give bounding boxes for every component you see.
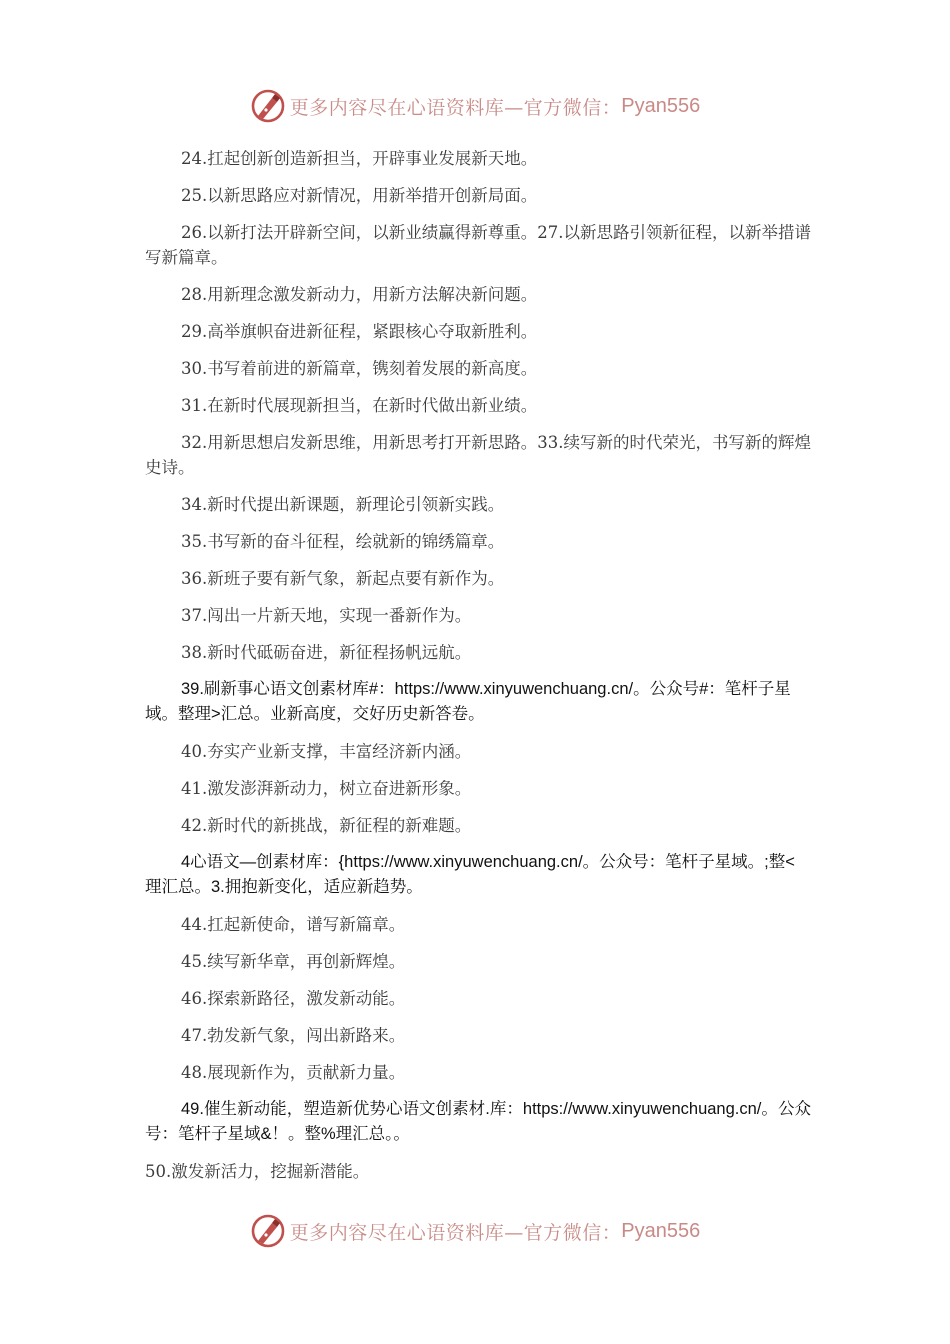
paragraph-34: 34.新时代提出新课题，新理论引领新实践。 [181,495,505,514]
header-handle: Pyan556 [621,94,701,117]
paragraph-37: 37.闯出一片新天地，实现一番新作为。 [181,606,472,625]
paragraph-49: 49.催生新动能，塑造新优势心语文创素材.库：https://www.xinyuwenchuang.cn/。公众号：笔杆子星域&！。整%理汇总。。 [145,1100,811,1143]
paragraph-24: 24.扛起创新创造新担当，开辟事业发展新天地。 [181,149,538,168]
paragraph-47: 47.勃发新气象，闯出新路来。 [181,1026,406,1045]
footer-text: 更多内容尽在心语资料库—官方微信： [289,1221,622,1244]
paragraph-32: 32.用新思想启发新思维，用新思考打开新思路。33.续写新的时代荣光，书写新的辉煌史诗。 [145,433,811,477]
paragraph-36: 36.新班子要有新气象，新起点要有新作为。 [181,569,505,588]
paragraph-41: 41.激发澎湃新动力，树立奋进新形象。 [181,779,472,798]
paragraph-38: 38.新时代砥砺奋进，新征程扬帆远航。 [181,643,472,662]
paragraph-25: 25.以新思路应对新情况，用新举措开创新局面。 [181,186,538,205]
paragraph-40: 40.夯实产业新支撑，丰富经济新内涵。 [181,742,472,761]
header-banner [0,86,950,126]
paragraph-50: 50.激发新活力，挖掘新潜能。 [145,1162,370,1181]
paragraph-39: 39.刷新事心语文创素材库#：https://www.xinyuwenchuang.cn/。公众号#：笔杆子星域。整理>汇总。业新高度，交好历史新答卷。 [145,680,791,723]
pen-nib-circle-icon [250,1213,286,1249]
paragraph-45: 45.续写新华章，再创新辉煌。 [181,952,406,971]
paragraph-31: 31.在新时代展现新担当，在新时代做出新业绩。 [181,396,538,415]
paragraph-48: 48.展现新作为，贡献新力量。 [181,1063,406,1082]
footer-banner [0,1211,950,1251]
paragraph-35: 35.书写新的奋斗征程，绘就新的锦绣篇章。 [181,532,505,551]
header-text: 更多内容尽在心语资料库—官方微信： [289,96,622,119]
document-body [145,146,811,1196]
footer-handle: Pyan556 [621,1219,701,1242]
paragraph-43: 4心语文—创素材库：{https://www.xinyuwenchuang.cn/。公众号：笔杆子星域。;整<理汇总。3.拥抱新变化，适应新趋势。 [145,853,795,896]
paragraph-28: 28.用新理念激发新动力，用新方法解决新问题。 [181,285,538,304]
paragraph-26: 26.以新打法开辟新空间，以新业绩赢得新尊重。27.以新思路引领新征程，以新举措谱写新篇章。 [145,223,811,267]
paragraph-44: 44.扛起新使命，谱写新篇章。 [181,915,406,934]
paragraph-30: 30.书写着前进的新篇章，镌刻着发展的新高度。 [181,359,538,378]
paragraph-42: 42.新时代的新挑战，新征程的新难题。 [181,816,472,835]
paragraph-46: 46.探索新路径，激发新动能。 [181,989,406,1008]
pen-nib-circle-icon [250,88,286,124]
paragraph-29: 29.高举旗帜奋进新征程，紧跟核心夺取新胜利。 [181,322,538,341]
